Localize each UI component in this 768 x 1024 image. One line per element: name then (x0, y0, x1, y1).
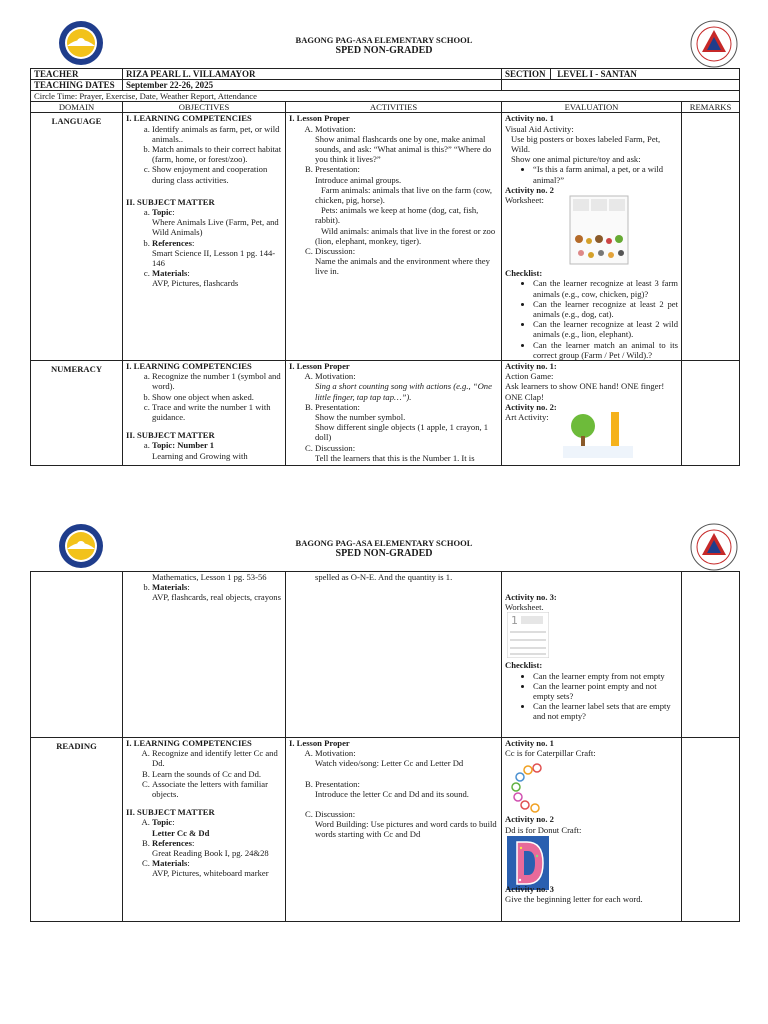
reading-remarks (682, 738, 740, 922)
col-evaluation: EVALUATION (502, 102, 682, 113)
language-evaluation: Activity no. 1 Visual Aid Activity: Use big posters or boxes labeled Farm, Pet, Wild. Show one animal picture/toy and ask: • “Is this a farm animal, a pet, or a wild animal?” Activity no. 2 Worksheet: Checklist: • Can the learner recognize at least 3 farm animals (e.g., cow, chicken, pig)? • Can the learner recognize at least 2 pet animals (e.g., dog, cat). • Can the learner recognize at least 2 wild animals (e.g., lion, elephant). • Can the learner match an animal to its correct group (Farm / Pet / Wild).? (502, 113, 682, 361)
numeracy-activities: I. Lesson Proper A. Motivation: Sing a short counting song with actions (e.g., “One little finger, tap tap tap…”). B. Presentation: Show the number symbol. Show different single objects (1 apple, 1 crayon, 1 doll) C. Discussion: Tell the learners that this is the Number 1. It is (286, 361, 502, 466)
teacher-name: RIZA PEARL L. VILLAMAYOR (123, 69, 502, 80)
donut-craft-image (507, 836, 549, 890)
program-title: SPED NON-GRADED (335, 45, 433, 56)
col-objectives: OBJECTIVES (123, 102, 286, 113)
numeracy-row (31, 361, 740, 466)
lesson-plan-table-page1 (30, 68, 740, 466)
domain-language: LANGUAGE (31, 113, 123, 361)
number-one-art-image (563, 410, 633, 458)
col-activities: ACTIVITIES (286, 102, 502, 113)
numeracy-objectives-cont: Mathematics, Lesson 1 pg. 53-56 b. Materials: AVP, flashcards, real objects, crayons (123, 572, 286, 738)
language-objectives: I. LEARNING COMPETENCIES a. Identify animals as farm, pet, or wild animals.. b. Match animals to their correct habitat (farm, home, or forest/zoo). c. Show enjoyment and cooperation during class activities. II. SUBJECT MATTER a. Topic: Where Animals Live (Farm, Pet, and Wild Animals) b. References: Smart Science II, Lesson 1 pg. 144-146 c. Materials: AVP, Pictures, flashcards (123, 113, 286, 361)
page-header-2 (0, 503, 768, 569)
numeracy-row-continued (31, 572, 740, 738)
section-cell (502, 69, 740, 80)
numeracy-remarks (682, 361, 740, 466)
language-activities: I. Lesson Proper A. Motivation: Show animal flashcards one by one, make animal sounds, and ask: “What animal is this?” “Where do you think it lives?” B. Presentation: Introduce animal groups. Farm animals: animals that live on the farm (cow, chicken, pig, horse). Pets: animals we keep at home (dog, cat, fish, rabbit). Wild animals: animals that live in the forest or zoo (lion, elephant, monkey, tiger). C. Discussion: Name the animals and the environment where they live in. (286, 113, 502, 361)
numeracy-objectives: I. LEARNING COMPETENCIES a. Recognize the number 1 (symbol and word). b. Show one object when asked. c. Trace and write the number 1 with guidance. II. SUBJECT MATTER a. Topic: Number 1 Learning and Growing with (123, 361, 286, 466)
teacher-label: TEACHER (31, 69, 123, 80)
dates-label: TEACHING DATES (31, 80, 123, 91)
reading-activities: I. Lesson Proper A. Motivation: Watch video/song: Letter Cc and Letter Dd B. Presentation: Introduce the letter Cc and Dd and its sound. C. Discussion: Word Building: Use pictures and word cards to build words starting with Cc and Dd (286, 738, 502, 922)
domain-reading: READING (31, 738, 123, 922)
lesson-plan-table-page2 (30, 571, 740, 922)
dates-value: September 22-26, 2025 (123, 80, 502, 91)
language-remarks (682, 113, 740, 361)
numeracy-evaluation-cont: Activity no. 3: Worksheet. 1 Checklist: • Can the learner empty from not empty • Can the learner point empty and not empty sets? • Can the learner label sets that are empty and not empty? (502, 572, 682, 738)
col-remarks: REMARKS (682, 102, 740, 113)
page-header (0, 0, 768, 66)
reading-row (31, 738, 740, 922)
language-row (31, 113, 740, 361)
animal-worksheet-image (569, 195, 629, 265)
school-name: BAGONG PAG-ASA ELEMENTARY SCHOOL (295, 538, 473, 548)
section-value: LEVEL I - SANTAN (557, 69, 637, 79)
reading-objectives: I. LEARNING COMPETENCIES A. Recognize and identify letter Cc and Dd. B. Learn the sounds of Cc and Dd. C. Associate the letters with familiar objects. II. SUBJECT MATTER A. Topic: Letter Cc & Dd B. References: Great Reading Book I, pg. 24&28 C. Materials: AVP, Pictures, whiteboard marker (123, 738, 286, 922)
page-2 (0, 503, 768, 1024)
school-name: BAGONG PAG-ASA ELEMENTARY SCHOOL (295, 35, 473, 45)
caterpillar-craft-image (507, 760, 557, 820)
program-title: SPED NON-GRADED (335, 548, 433, 559)
division-seal-icon (690, 20, 738, 68)
numeracy-evaluation: Activity no. 1: Action Game: Ask learners to show ONE hand! ONE finger! ONE Clap! Activity no. 2: Art Activity: (502, 361, 682, 466)
number-one-worksheet-image (507, 612, 549, 658)
section-label: SECTION (502, 69, 551, 79)
circle-time: Circle Time: Prayer, Exercise, Date, Weather Report, Attendance (31, 91, 740, 102)
reading-evaluation: Activity no. 1 Cc is for Caterpillar Craft: Activity no. 2 Dd is for Donut Craft: Activity no. 3 Give the beginning letter for each word. (502, 738, 682, 922)
svg-text:1: 1 (511, 614, 518, 628)
division-seal-icon (690, 523, 738, 571)
domain-numeracy: NUMERACY (31, 361, 123, 466)
col-domain: DOMAIN (31, 102, 123, 113)
page-1 (0, 0, 768, 480)
numeracy-activities-cont: spelled as O-N-E. And the quantity is 1. (286, 572, 502, 738)
